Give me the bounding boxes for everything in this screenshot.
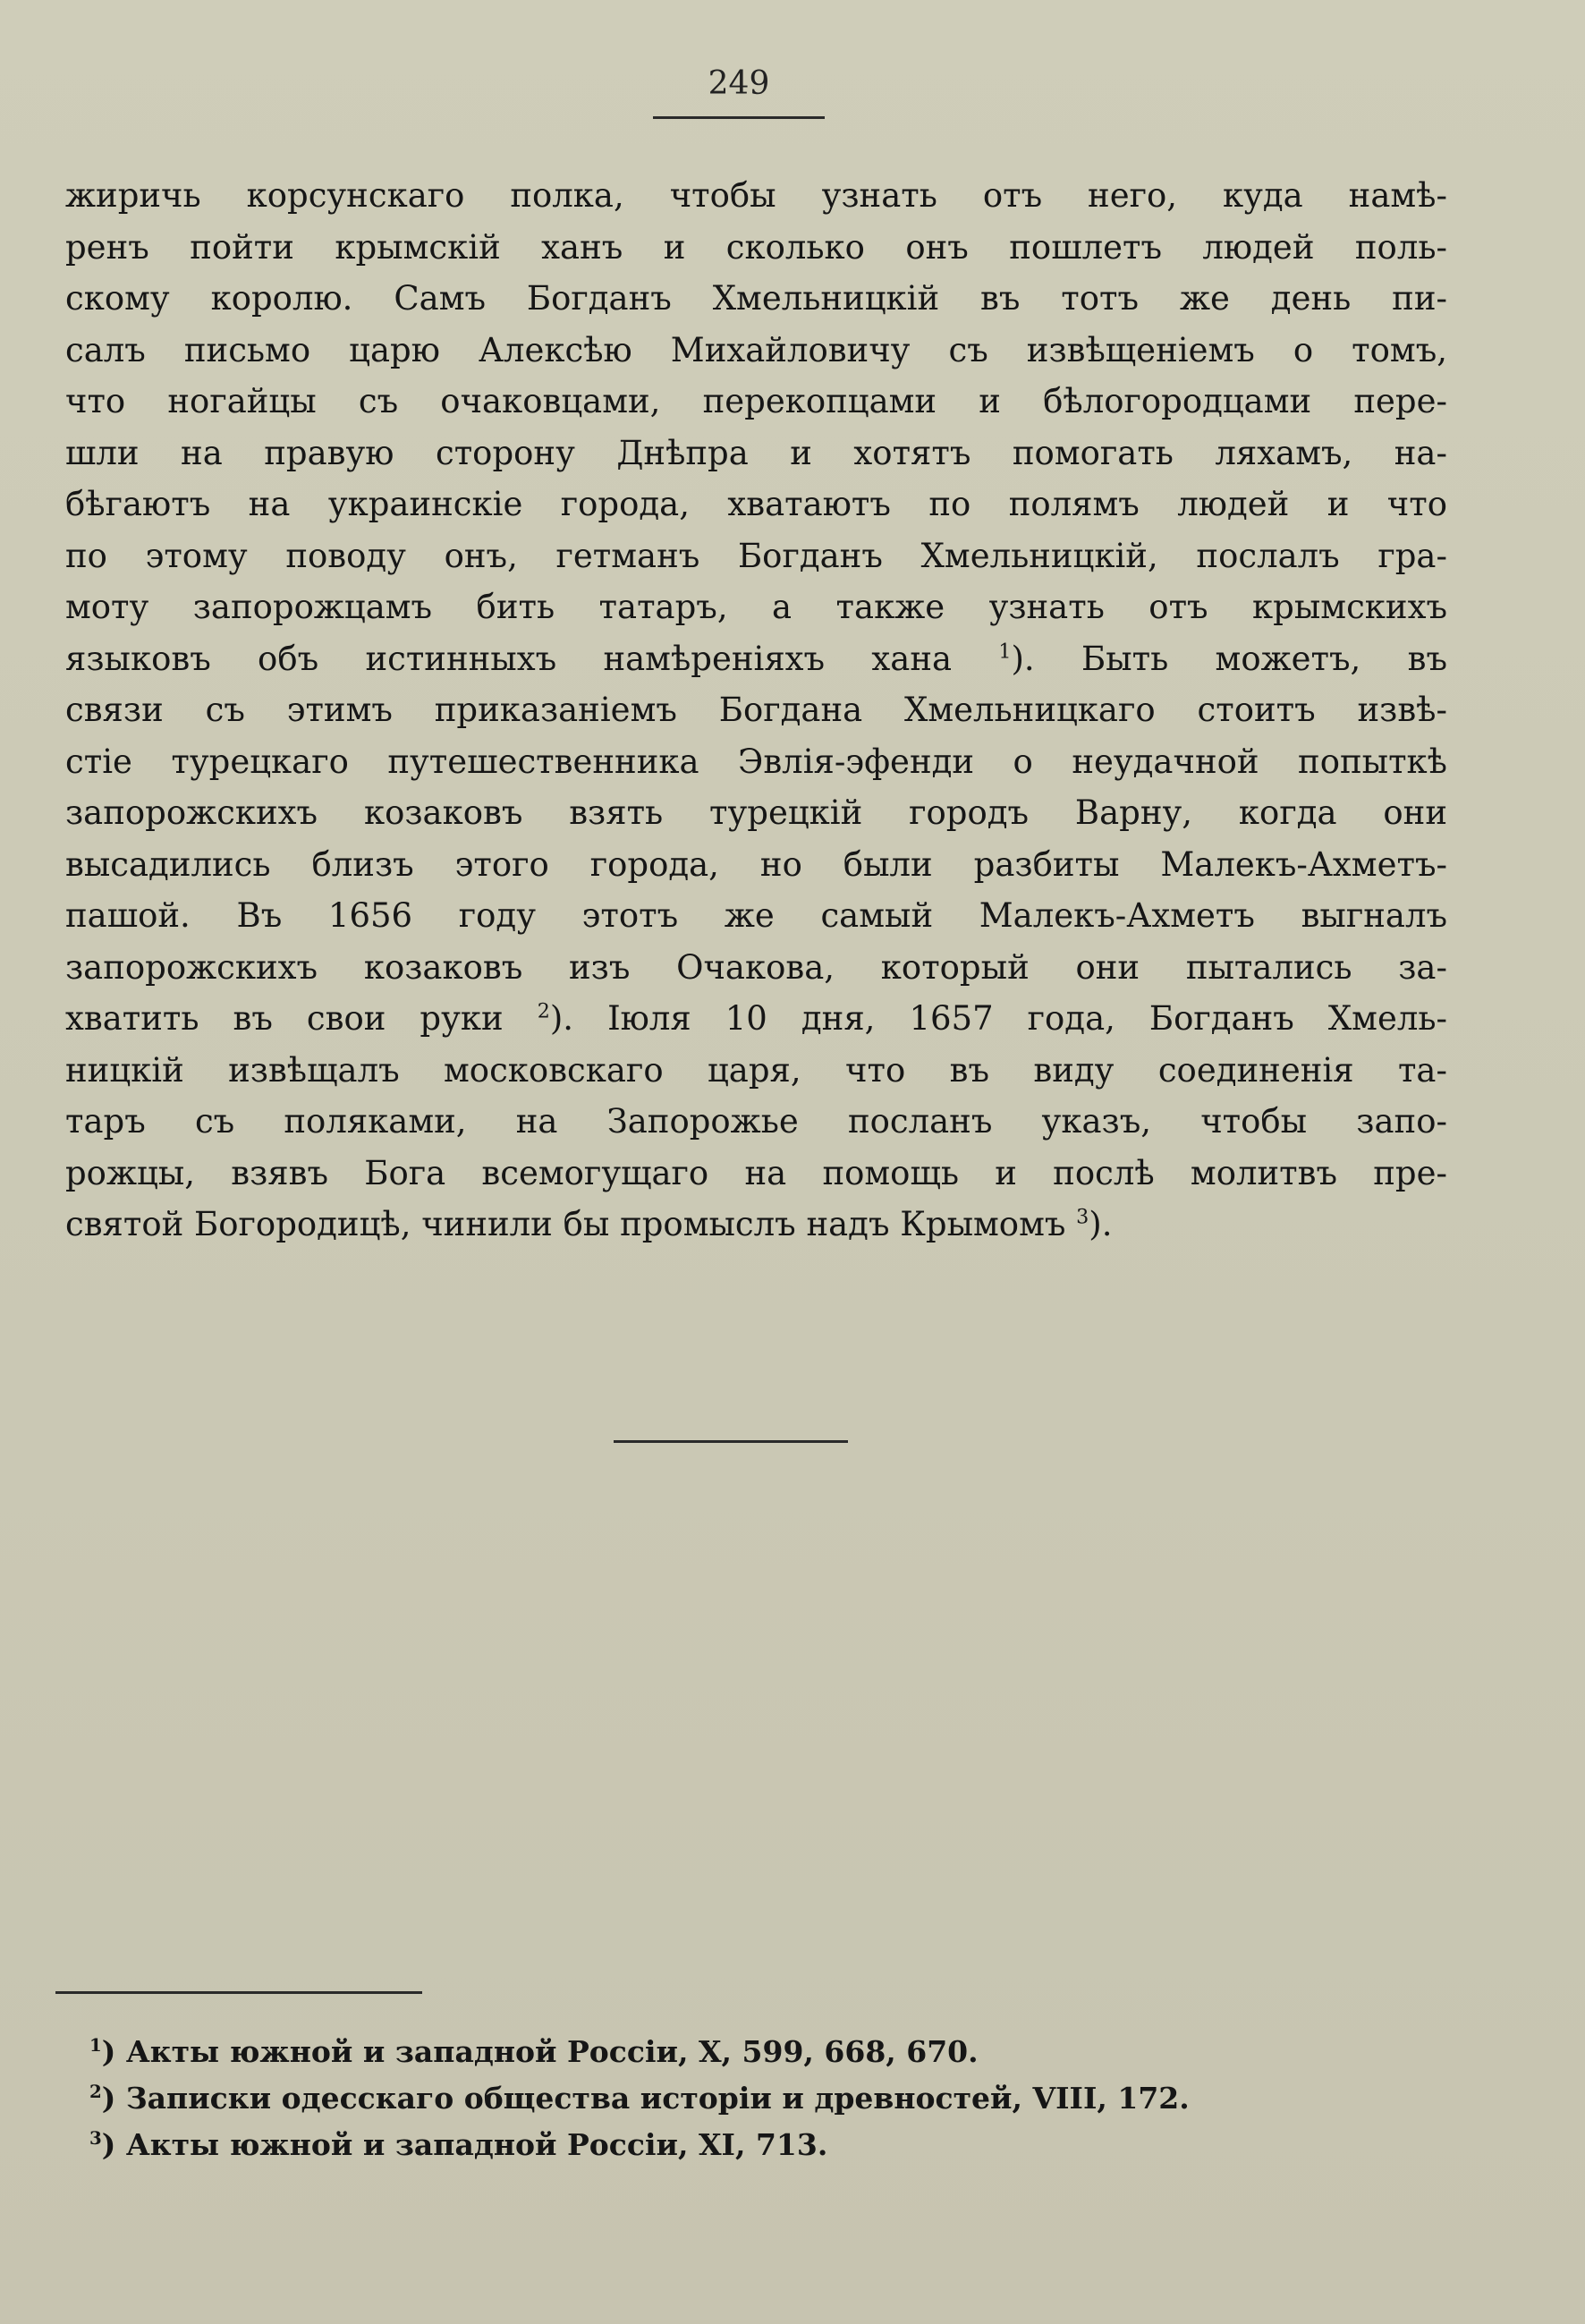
text-line: жиричь корсунскаго полка, чтобы узнать отъ него, куда намѣ-: [65, 176, 1447, 215]
body-text: [65, 170, 1447, 1251]
text-line-with-footnote-2: [65, 993, 1447, 1045]
text-line: шли на правую сторону Днѣпра и хотятъ помогать ляхамъ, на-: [65, 433, 1447, 472]
page-number-rule: [653, 116, 825, 119]
footnote-mark: 3: [89, 2127, 102, 2149]
text-line: моту запорожцамъ бить татаръ, а также узнать отъ крымскихъ: [65, 588, 1447, 626]
text-line: связи съ этимъ приказаніемъ Богдана Хмельницкаго стоитъ извѣ-: [65, 691, 1447, 729]
footnote-ref-2[interactable]: 2: [537, 999, 550, 1023]
footnote-rule: [55, 1991, 422, 1994]
text-line: что ногайцы съ очаковцами, перекопцами и бѣлогородцами пере-: [65, 382, 1447, 420]
text-line-with-footnote-1: [65, 633, 1447, 685]
footnotes: [89, 2029, 1386, 2168]
text-line: пашой. Въ 1656 году этотъ же самый Малекъ-Ахметъ выгналъ: [65, 896, 1447, 935]
text-line: таръ съ поляками, на Запорожье посланъ указъ, чтобы запо-: [65, 1102, 1447, 1141]
text-line: по этому поводу онъ, гетманъ Богданъ Хмельницкій, послалъ гра-: [65, 536, 1447, 575]
page-number: 249: [708, 65, 770, 102]
text-line: ренъ пойти крымскій ханъ и сколько онъ пошлетъ людей поль-: [65, 227, 1447, 267]
text-line: скому королю. Самъ Богданъ Хмельницкій въ тотъ же день пи-: [65, 279, 1447, 318]
text-segment: хватить въ свои руки: [65, 999, 504, 1038]
text-line: бѣгаютъ на украинскіе города, хватаютъ по полямъ людей и что: [65, 485, 1447, 523]
footnote-ref-1[interactable]: 1: [998, 640, 1012, 664]
text-line: ницкій извѣщалъ московскаго царя, что въ виду соединенія та-: [65, 1050, 1447, 1090]
section-end-rule: [614, 1440, 848, 1443]
footnote-text: ) Акты южной и западной Россіи, X, 599, 668, 670.: [101, 2034, 979, 2069]
text-line: рожцы, взявъ Бога всемогущаго на помощь и послѣ молитвъ пре-: [65, 1153, 1447, 1192]
text-line: стіе турецкаго путешественника Эвлія-эфенди о неудачной попыткѣ: [65, 742, 1447, 781]
footnote-ref-3[interactable]: 3: [1076, 1205, 1089, 1229]
footnote-2: [89, 2075, 1386, 2122]
text-segment: ).: [1089, 1205, 1113, 1243]
text-line: запорожскихъ козаковъ взять турецкій городъ Варну, когда они: [65, 793, 1447, 832]
text-segment: ). Быть можетъ, въ: [1011, 639, 1447, 678]
footnote-mark: 2: [89, 2081, 102, 2102]
footnote-mark: 1: [89, 2034, 102, 2056]
footnote-1: [89, 2029, 1386, 2075]
text-line: салъ письмо царю Алексѣю Михайловичу съ извѣщеніемъ о томъ,: [65, 330, 1447, 369]
text-line: высадились близъ этого города, но были разбиты Малекъ-Ахметъ-: [65, 844, 1447, 884]
footnote-text: ) Записки одесскаго общества исторіи и древностей, VIII, 172.: [101, 2081, 1190, 2116]
footnote-text: ) Акты южной и западной Россіи, XI, 713.: [101, 2127, 828, 2162]
text-line-with-footnote-3: [65, 1199, 1447, 1251]
text-segment: ). Іюля 10 дня, 1657 года, Богданъ Хмель-: [549, 999, 1448, 1038]
footnote-3: [89, 2122, 1386, 2168]
text-segment: святой Богородицѣ, чинили бы промыслъ надъ Крымомъ: [65, 1205, 1066, 1243]
text-segment: языковъ объ истинныхъ намѣреніяхъ хана: [65, 639, 953, 678]
text-line: запорожскихъ козаковъ изъ Очакова, который они пытались за-: [65, 947, 1447, 987]
